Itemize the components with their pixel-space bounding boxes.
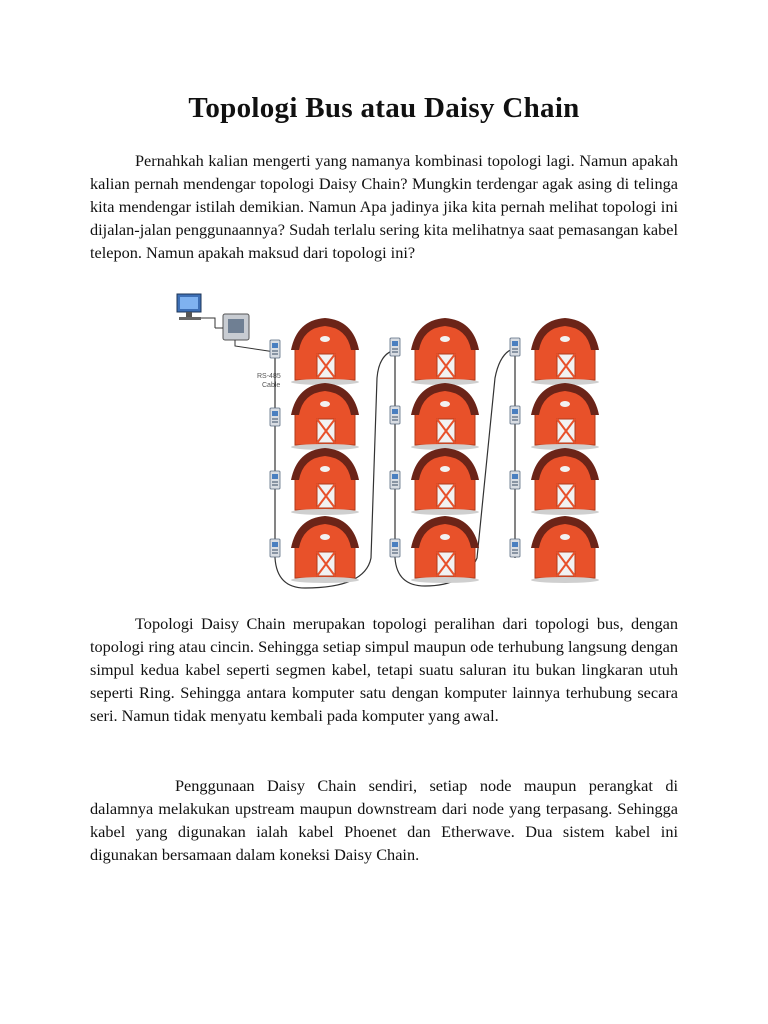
column-3 — [510, 318, 599, 583]
controller-icon — [510, 406, 520, 424]
barn-icon — [411, 318, 479, 385]
column-1 — [270, 318, 359, 583]
barn-icon — [291, 448, 359, 515]
controller-icon — [390, 406, 400, 424]
controller-icon — [270, 539, 280, 557]
barn-icon — [531, 516, 599, 583]
barn-icon — [291, 318, 359, 385]
column-2 — [390, 318, 479, 583]
barn-icon — [531, 318, 599, 385]
controller-icon — [510, 539, 520, 557]
barn-icon — [291, 516, 359, 583]
computer-icon — [177, 294, 215, 328]
controller-icon — [270, 340, 280, 358]
controller-icon — [510, 338, 520, 356]
paragraph-usage: Penggunaan Daisy Chain sendiri, setiap node maupun perangkat di dalamnya melakukan upstream maupun downstream dari node yang terpasang. Sehingga kabel yang digunakan ialah kabel Phoenet dan Etherwave. Dua sistem kabel ini digunakan bersamaan dalam koneksi Daisy Chain. — [90, 776, 678, 864]
controller-icon — [270, 471, 280, 489]
controller-icon — [390, 338, 400, 356]
barn-icon — [291, 383, 359, 450]
cable-label-line1: RS-485 — [257, 373, 281, 380]
controller-icon — [270, 408, 280, 426]
controller-icon — [390, 471, 400, 489]
barn-icon — [531, 448, 599, 515]
paragraph-definition: Topologi Daisy Chain merupakan topologi peralihan dari topologi bus, dengan topologi ring atau cincin. Sehingga setiap simpul maupun ode terhubung langsung dengan simpul kedua kabel seperti segmen kabel, tetapi suatu saluran itu bukan lingkaran utuh seperti Ring. Sehingga antara komputer satu dengan komputer lainnya terhubung secara seri. Namun tidak menyatu kembali pada komputer yang awal. — [90, 614, 678, 725]
cable-label-line2: Cable — [262, 382, 281, 389]
barn-icon — [411, 516, 479, 583]
barn-icon — [411, 383, 479, 450]
barn-icon — [531, 383, 599, 450]
barn-icon — [411, 448, 479, 515]
paragraph-intro: Pernahkah kalian mengerti yang namanya kombinasi topologi lagi. Namun apakah kalian pernah mendengar topologi Daisy Chain? Mungkin terdengar agak asing di telinga kita mendengar istilah demikian. Namun Apa jadinya jika kita pernah melihat topologi ini dijalan-jalan penggunaannya? Sudah terlalu sering kita melihatnya saat pemasangan kabel telepon. Namun apakah maksud dari topologi ini? — [90, 151, 678, 262]
page-title: Topologi Bus atau Daisy Chain — [188, 92, 580, 124]
converter-icon — [215, 314, 275, 352]
daisy-chain-diagram — [165, 288, 605, 593]
controller-icon — [390, 539, 400, 557]
controller-icon — [510, 471, 520, 489]
